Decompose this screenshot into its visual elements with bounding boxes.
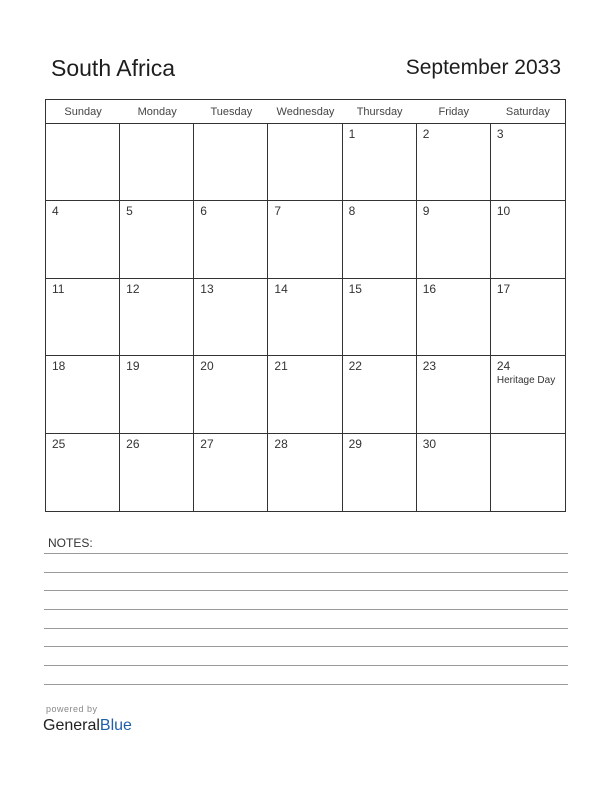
day-cell[interactable] bbox=[120, 201, 194, 278]
weekday-monday: Monday bbox=[137, 106, 177, 118]
day-number: 14 bbox=[274, 281, 288, 296]
day-cell[interactable] bbox=[46, 201, 120, 278]
day-number: 10 bbox=[496, 204, 511, 219]
day-cell[interactable] bbox=[120, 279, 194, 356]
day-cell[interactable] bbox=[491, 124, 565, 201]
weekday-friday: Friday bbox=[438, 106, 470, 118]
day-number: 2 bbox=[422, 127, 430, 141]
day-cell[interactable] bbox=[343, 434, 417, 511]
day-cell[interactable] bbox=[491, 279, 565, 356]
day-cell[interactable] bbox=[343, 356, 417, 433]
day-cell[interactable] bbox=[491, 356, 565, 433]
notes-line bbox=[44, 684, 568, 685]
day-cell[interactable] bbox=[46, 279, 120, 356]
brand-logo[interactable] bbox=[43, 717, 132, 735]
day-cell[interactable] bbox=[120, 124, 194, 201]
day-cell[interactable] bbox=[491, 201, 565, 278]
day-cell[interactable] bbox=[491, 434, 565, 511]
day-cell[interactable] bbox=[194, 201, 268, 278]
day-cell[interactable] bbox=[268, 279, 342, 356]
day-cell[interactable] bbox=[194, 124, 268, 201]
weekday-wednesday: Wednesday bbox=[276, 106, 335, 118]
notes-line bbox=[44, 646, 568, 647]
powered-by-text: powered by bbox=[46, 704, 98, 714]
day-cell[interactable] bbox=[194, 279, 268, 356]
day-number: 19 bbox=[126, 359, 140, 374]
day-number: 24 bbox=[496, 359, 511, 374]
day-cell[interactable] bbox=[343, 201, 417, 278]
day-cell[interactable] bbox=[417, 356, 491, 433]
day-number: 15 bbox=[348, 281, 362, 296]
day-number: 30 bbox=[422, 436, 437, 451]
day-cell[interactable] bbox=[417, 279, 491, 356]
day-number: 20 bbox=[200, 359, 214, 374]
day-number: 26 bbox=[126, 436, 140, 451]
notes-line bbox=[44, 628, 568, 629]
day-number: 28 bbox=[274, 436, 288, 451]
day-number: 8 bbox=[348, 204, 356, 219]
notes-line bbox=[44, 590, 568, 591]
day-cell[interactable] bbox=[268, 356, 342, 433]
day-cell[interactable] bbox=[194, 434, 268, 511]
day-number: 16 bbox=[422, 281, 437, 296]
day-cell[interactable] bbox=[120, 434, 194, 511]
day-number: 23 bbox=[422, 359, 437, 374]
day-number: 29 bbox=[348, 436, 362, 451]
day-number: 9 bbox=[422, 204, 430, 219]
day-number: 7 bbox=[274, 204, 282, 219]
day-cells bbox=[46, 124, 565, 511]
notes-line bbox=[44, 553, 568, 554]
day-cell[interactable] bbox=[417, 434, 491, 511]
weekday-tuesday: Tuesday bbox=[210, 106, 253, 118]
day-cell[interactable] bbox=[46, 356, 120, 433]
day-cell[interactable] bbox=[417, 201, 491, 278]
day-number: 22 bbox=[348, 359, 362, 374]
calendar-grid bbox=[45, 99, 566, 512]
day-number: 21 bbox=[274, 359, 288, 374]
day-cell[interactable] bbox=[268, 434, 342, 511]
weekday-sunday: Sunday bbox=[64, 106, 102, 118]
day-cell[interactable] bbox=[343, 279, 417, 356]
day-number: 27 bbox=[200, 436, 214, 451]
day-number: 18 bbox=[52, 359, 66, 374]
month-title: September 2033 bbox=[405, 56, 561, 79]
day-number: 5 bbox=[126, 204, 133, 219]
day-number: 12 bbox=[126, 281, 140, 296]
weekday-thursday: Thursday bbox=[356, 106, 403, 118]
day-number: 17 bbox=[496, 281, 511, 296]
day-number: 1 bbox=[348, 127, 356, 141]
day-cell[interactable] bbox=[343, 124, 417, 201]
day-number: 13 bbox=[200, 281, 214, 296]
day-number: 11 bbox=[52, 281, 65, 296]
day-number: 6 bbox=[200, 204, 207, 219]
holiday-label: Heritage Day bbox=[496, 375, 556, 387]
weekday-header bbox=[46, 100, 565, 124]
country-title: South Africa bbox=[51, 55, 176, 81]
day-cell[interactable] bbox=[120, 356, 194, 433]
day-number: 25 bbox=[52, 436, 66, 451]
day-cell[interactable] bbox=[417, 124, 491, 201]
notes-line bbox=[44, 665, 568, 666]
day-cell[interactable] bbox=[194, 356, 268, 433]
notes-line bbox=[44, 609, 568, 610]
notes-label: NOTES: bbox=[48, 536, 93, 550]
day-cell[interactable] bbox=[268, 124, 342, 201]
day-cell[interactable] bbox=[268, 201, 342, 278]
day-number: 3 bbox=[496, 127, 504, 141]
brand-name-general: General bbox=[43, 717, 100, 734]
notes-line bbox=[44, 572, 568, 573]
day-number: 4 bbox=[52, 204, 59, 219]
day-cell[interactable] bbox=[46, 434, 120, 511]
day-cell[interactable] bbox=[46, 124, 120, 201]
weekday-saturday: Saturday bbox=[505, 106, 550, 118]
brand-name-blue: Blue bbox=[99, 717, 132, 734]
